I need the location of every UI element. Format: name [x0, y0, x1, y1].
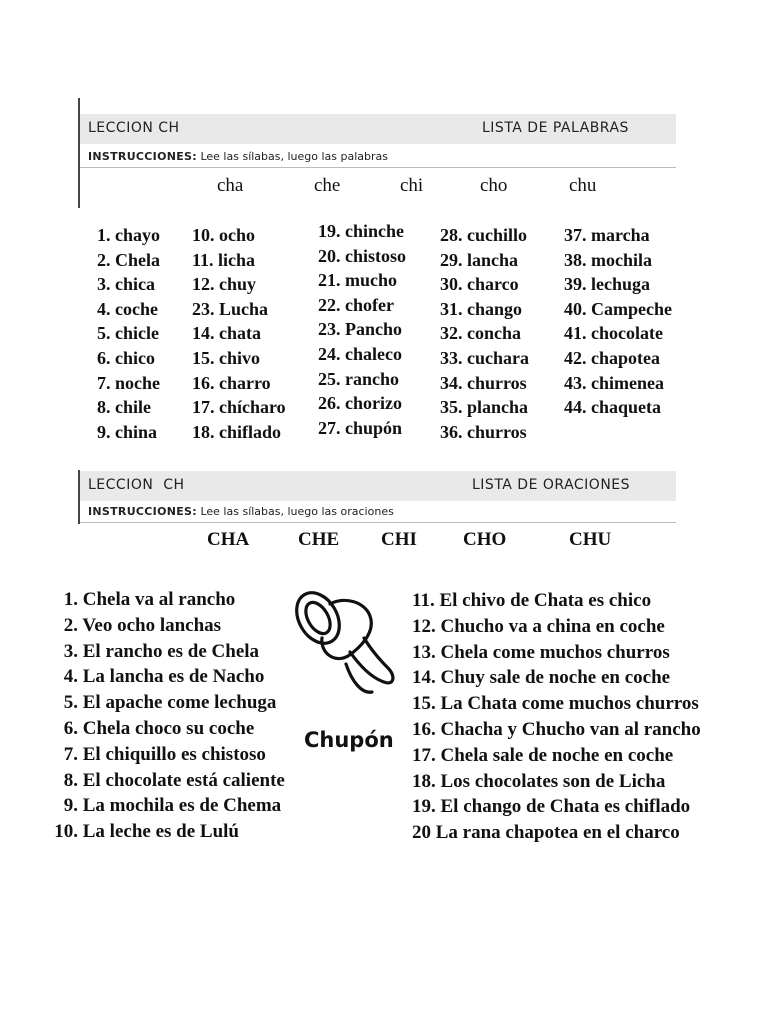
sentence-item: 5. El apache come lechuga: [63, 692, 277, 714]
word-item: 23. Pancho: [318, 319, 403, 340]
word-item: 28. cuchillo: [440, 225, 528, 245]
word-item: 32. concha: [440, 323, 521, 344]
syllable-cho: cho: [480, 175, 508, 196]
word-item: 10. ocho: [192, 225, 255, 245]
word-item: 21. mucho: [318, 270, 398, 291]
word-item: 44. chaqueta: [564, 397, 662, 418]
sentence-item: 8. El chocolate está caliente: [63, 769, 285, 791]
instructions-label: INSTRUCCIONES:: [88, 150, 197, 163]
word-item: 1. chayo: [97, 225, 160, 245]
word-item: 5. chicle: [97, 323, 159, 344]
word-item: 18. chiflado: [192, 421, 282, 442]
word-item: 6. chico: [97, 347, 155, 368]
word-item: 15. chivo: [192, 347, 261, 368]
word-item: 4. coche: [97, 298, 158, 319]
sentence-item: 1. Chela va al rancho: [63, 589, 236, 610]
sentence-item: 13. Chela come muchos churros: [412, 641, 670, 663]
sentence-item: 11. El chivo de Chata es chico: [412, 590, 652, 611]
sentence-item: 20 La rana chapotea en el charco: [412, 822, 680, 844]
word-item: 41. chocolate: [564, 323, 663, 344]
syllable-chu: chu: [569, 175, 597, 196]
word-item: 25. rancho: [318, 368, 399, 389]
word-item: 27. chupón: [318, 417, 403, 438]
sentence-item: 14. Chuy sale de noche en coche: [412, 667, 671, 689]
word-item: 38. mochila: [564, 249, 652, 270]
sentence-item: 12. Chucho va a china en coche: [412, 615, 665, 637]
word-item: 16. charro: [192, 372, 271, 393]
word-item: 43. chimenea: [564, 372, 664, 393]
word-item: 23. Lucha: [192, 298, 269, 319]
word-item: 19. chinche: [318, 221, 405, 241]
syllable-che: che: [314, 175, 341, 196]
word-item: 22. chofer: [318, 294, 394, 315]
syllable-chi: chi: [400, 175, 424, 196]
word-item: 2. Chela: [97, 249, 160, 270]
sentence-item: 16. Chacha y Chucho van al rancho: [412, 718, 701, 740]
word-item: 33. cuchara: [440, 347, 529, 368]
section2-header-band: [80, 471, 676, 501]
word-item: 17. chícharo: [192, 397, 286, 418]
sentence-item: 9. La mochila es de Chema: [63, 795, 282, 817]
sentence-item: 3. El rancho es de Chela: [63, 640, 260, 662]
word-item: 7. noche: [97, 372, 160, 393]
word-item: 14. chata: [192, 323, 261, 344]
word-item: 29. lancha: [440, 249, 519, 270]
sentence-item: 2. Veo ocho lanchas: [63, 614, 222, 636]
word-item: 36. churros: [440, 421, 527, 442]
syllable-CHO: CHO: [463, 529, 507, 550]
syllable-CHA: CHA: [207, 529, 250, 550]
pacifier-icon: [290, 586, 400, 704]
section1-instructions: [80, 146, 676, 168]
section2-instructions: [80, 501, 676, 523]
word-item: 35. plancha: [440, 397, 529, 418]
word-column-2: [192, 223, 286, 444]
section1-list-title: LISTA DE PALABRAS: [482, 120, 629, 136]
word-item: 8. chile: [97, 397, 151, 418]
section1-header-band: [80, 114, 676, 144]
word-column-4: [440, 223, 529, 444]
word-item: 26. chorizo: [318, 393, 402, 414]
word-item: 30. charco: [440, 274, 519, 295]
word-item: 12. chuy: [192, 274, 257, 295]
sentence-item: 10. La leche es de Lulú: [54, 821, 239, 843]
sentence-item: 18. Los chocolates son de Licha: [412, 770, 666, 792]
sentence-item: 4. La lancha es de Nacho: [63, 666, 265, 688]
syllable-CHI: CHI: [381, 529, 417, 550]
instructions-text: Lee las sílabas, luego las palabras: [200, 150, 389, 163]
word-item: 37. marcha: [564, 225, 650, 245]
word-column-1: [97, 223, 160, 444]
sentence-item: 17. Chela sale de noche en coche: [412, 744, 674, 766]
sentence-item: 19. El chango de Chata es chiflado: [412, 796, 691, 818]
section1-lesson-title: LECCION CH: [88, 120, 180, 136]
word-item: 31. chango: [440, 298, 523, 319]
syllable-CHU: CHU: [569, 529, 612, 550]
instructions-label: INSTRUCCIONES:: [88, 505, 197, 518]
sentence-column-left: [48, 587, 285, 845]
word-column-5: [564, 223, 672, 420]
word-item: 3. chica: [97, 274, 155, 295]
section2-lesson-title: LECCION CH: [88, 477, 185, 493]
section2-list-title: LISTA DE ORACIONES: [472, 477, 631, 493]
word-item: 39. lechuga: [564, 274, 651, 295]
word-item: 42. chapotea: [564, 347, 660, 368]
sentence-item: 7. El chiquillo es chistoso: [63, 743, 266, 765]
syllable-CHE: CHE: [298, 529, 340, 550]
syllable-cha: cha: [217, 175, 244, 196]
sentence-column-right: [412, 588, 701, 846]
word-item: 20. chistoso: [318, 245, 407, 266]
word-item: 9. china: [97, 421, 158, 442]
sentence-item: 15. La Chata come muchos churros: [412, 693, 699, 715]
word-item: 11. licha: [192, 249, 256, 270]
sentence-item: 6. Chela choco su coche: [63, 717, 255, 739]
word-item: 34. churros: [440, 372, 527, 393]
word-item: 40. Campeche: [564, 298, 672, 319]
pacifier-label: Chupón: [304, 728, 394, 752]
instructions-text: Lee las sílabas, luego las oraciones: [200, 505, 394, 518]
word-column-3: [318, 219, 406, 440]
word-item: 24. chaleco: [318, 343, 402, 364]
